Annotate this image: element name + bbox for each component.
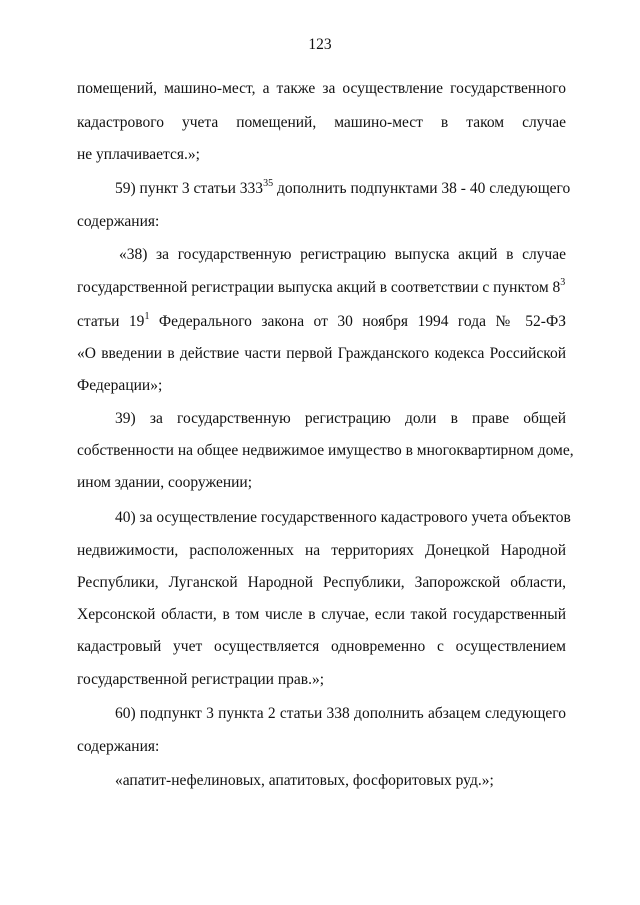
text-line <box>77 278 566 298</box>
text-line <box>77 312 566 332</box>
paragraph-60-line: 60) подпункт 3 пункта 2 статьи 338 дополнить абзацем следующего <box>115 705 566 722</box>
superscript: 1 <box>144 310 150 322</box>
text-line: «О введении в действие части первой Гражданского кодекса Российской <box>77 345 566 362</box>
paragraph-40-line: 40) за осуществление государственного кадастрового учета объектов <box>115 509 571 526</box>
paragraph-59-line <box>115 177 571 199</box>
text-line: государственной регистрации прав.»; <box>77 671 325 688</box>
text-line: помещений, машино-мест, а также за осуществление государственного <box>77 80 566 97</box>
text-line: не уплачивается.»; <box>77 146 200 163</box>
page-number: 123 <box>308 36 332 53</box>
text-line: Республики, Луганской Народной Республики, Запорожской области, <box>77 574 566 591</box>
text-run: 59) пункт 3 статьи 333 <box>115 180 264 197</box>
text-line: Херсонской области, в том числе в случае, если такой государственный <box>77 606 566 623</box>
text-run: Федерального закона от 30 ноября 1994 года № 52-ФЗ <box>149 313 566 330</box>
text-line: ином здании, сооружении; <box>77 474 253 491</box>
paragraph-39-line: 39) за государственную регистрацию доли в праве общей <box>115 410 566 427</box>
text-line: содержания: <box>77 213 160 230</box>
quoted-line: «апатит-нефелиновых, апатитовых, фосфоритовых руд.»; <box>115 772 494 789</box>
superscript: 3 <box>560 276 566 288</box>
text-run: дополнить подпунктами 38 - 40 следующего <box>273 180 571 197</box>
text-line: содержания: <box>77 738 160 755</box>
superscript: 35 <box>263 177 274 189</box>
text-line: собственности на общее недвижимое имущество в многоквартирном доме, <box>77 442 574 459</box>
text-line: кадастровый учет осуществляется одновременно с осуществлением <box>77 638 566 655</box>
text-line: недвижимости, расположенных на территориях Донецкой Народной <box>77 542 566 559</box>
text-line: Федерации»; <box>77 377 163 394</box>
text-line: кадастрового учета помещений, машино-мест в таком случае <box>77 114 566 131</box>
text-run: статьи 19 <box>77 313 145 330</box>
paragraph-38-line: «38) за государственную регистрацию выпуска акций в случае <box>119 246 566 263</box>
text-run: государственной регистрации выпуска акций в соответствии с пунктом 8 <box>77 279 561 296</box>
